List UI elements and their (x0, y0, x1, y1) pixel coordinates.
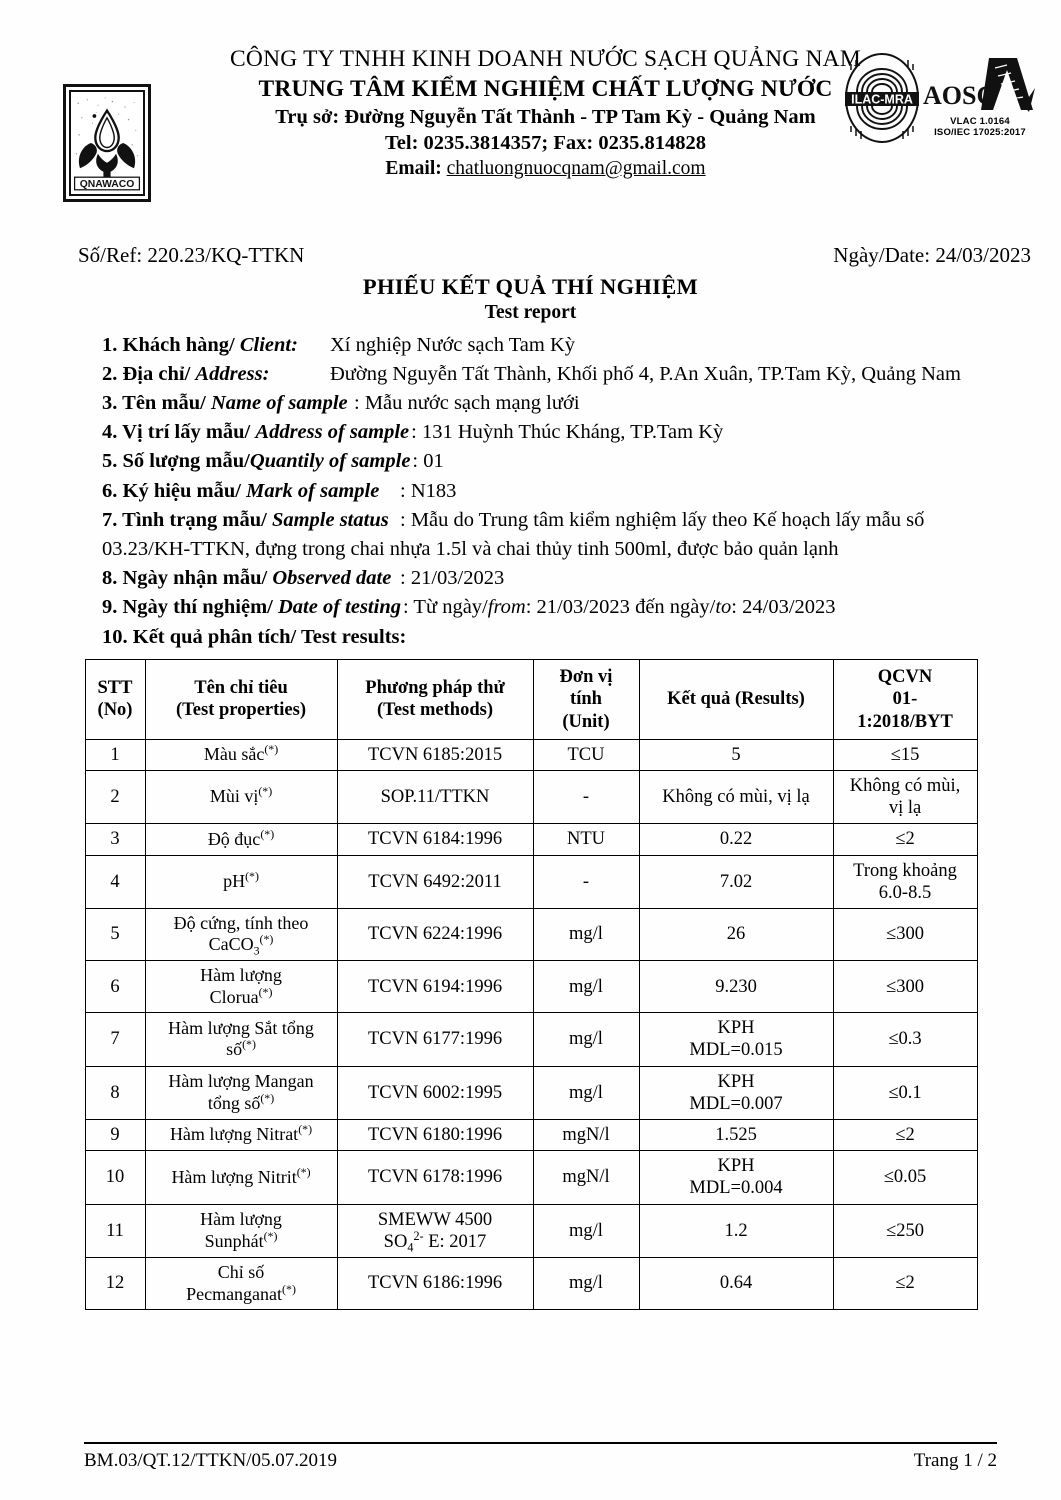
results-table-wrapper (85, 659, 977, 1310)
table-body (85, 739, 977, 1309)
cell-unit: - (533, 770, 639, 823)
table-row (85, 739, 977, 770)
info-value-status: : Mẫu do Trung tâm kiểm nghiệm lấy theo Kế hoạch lấy mẫu số (400, 508, 925, 531)
cell-test-method: TCVN 6180:1996 (337, 1120, 533, 1151)
footer-form-code: BM.03/QT.12/TTKN/05.07.2019 (84, 1450, 337, 1471)
info-label-vn: Địa chỉ/ (122, 363, 196, 386)
cell-qcvn: ≤300 (833, 908, 977, 960)
cell-test-method: TCVN 6186:1996 (337, 1257, 533, 1309)
cell-unit: mg/l (533, 961, 639, 1013)
cell-result: KPH MDL=0.015 (639, 1013, 833, 1066)
logo-inner-frame (69, 90, 145, 196)
info-no: 10. (102, 626, 128, 649)
header-qcvn-3: 1:2018/BYT (857, 711, 953, 732)
footer-page-number: Trang 1 / 2 (913, 1450, 997, 1471)
header-qcvn (833, 660, 977, 740)
cell-test-property: Hàm lượng Nitrat(*) (145, 1120, 337, 1151)
cell-stt: 2 (85, 770, 145, 823)
testing-to-italic: to (715, 595, 732, 618)
info-label-observed-date (102, 564, 398, 593)
cell-result: 0.22 (639, 824, 833, 855)
email-address[interactable]: chatluongnuocqnam@gmail.com (446, 157, 706, 179)
header-results-text: Kết quả (Results) (667, 689, 805, 710)
table-row (85, 824, 977, 855)
info-value-sample-address: : 131 Huỳnh Thúc Kháng, TP.Tam Kỳ (411, 421, 724, 444)
info-label-en: Address: (195, 363, 270, 386)
testing-to-prefix: đến ngày/ (629, 595, 716, 618)
cell-result: 26 (639, 908, 833, 960)
reference-number: Số/Ref: 220.23/KQ-TTKN (78, 243, 305, 267)
testing-from-prefix: : Từ ngày/ (402, 595, 488, 618)
cell-unit: mg/l (533, 1257, 639, 1309)
header-method-en: (Test methods) (377, 700, 493, 721)
header-test-methods (337, 660, 533, 740)
water-drop-hands-icon (71, 92, 143, 194)
cell-result: 0.64 (639, 1257, 833, 1309)
info-label-address (102, 360, 328, 389)
cell-test-property: Hàm lượng Sunphát(*) (145, 1204, 337, 1257)
cell-test-property: Độ đục(*) (145, 824, 337, 855)
aosc-icon (921, 54, 1039, 116)
cell-test-property: Màu sắc(*) (145, 739, 337, 770)
info-line-address (102, 360, 1031, 389)
cell-test-property: Hàm lượng Clorua(*) (145, 961, 337, 1013)
table-row (85, 770, 977, 823)
info-status-continuation: 03.23/KH-TTKN, đựng trong chai nhựa 1.5l và chai thủy tinh 500ml, được bảo quản lạnh (102, 537, 839, 560)
info-label-en: Sample status (271, 508, 389, 531)
svg-text:AOSC: AOSC (923, 81, 996, 110)
cell-qcvn: ≤15 (833, 739, 977, 770)
vlac-code: VLAC 1.0164 (950, 116, 1010, 127)
testing-from-date: : 21/03/2023 (525, 595, 630, 618)
document-footer (0, 1442, 1061, 1472)
cell-unit: mg/l (533, 908, 639, 960)
info-label-vn: Khách hàng/ (122, 334, 240, 356)
info-no: 4. (102, 421, 118, 444)
table-row (85, 1066, 977, 1119)
cell-stt: 1 (85, 739, 145, 770)
header-name-vn: Tên chỉ tiêu (194, 678, 288, 699)
info-label-testing-date (102, 593, 401, 622)
info-value-testing-date (401, 593, 836, 622)
cell-test-property: Hàm lượng Nitrit(*) (145, 1151, 337, 1204)
footer-divider (84, 1442, 997, 1444)
cell-test-method: TCVN 6177:1996 (337, 1013, 533, 1066)
svg-text:ILAC-MRA: ILAC-MRA (851, 92, 913, 107)
info-label-vn: Ngày nhận mẫu/ (122, 566, 273, 589)
header-unit-vn2: tính (570, 689, 602, 710)
cell-unit: - (533, 855, 639, 908)
accreditation-logos (843, 52, 1039, 164)
header-method-vn: Phương pháp thử (365, 678, 505, 699)
cell-qcvn: ≤0.1 (833, 1066, 977, 1119)
info-label-client (102, 331, 328, 360)
cell-unit: mgN/l (533, 1120, 639, 1151)
cell-test-method: TCVN 6194:1996 (337, 961, 533, 1013)
cell-stt: 6 (85, 961, 145, 1013)
info-line-status (102, 506, 1031, 535)
table-row (85, 855, 977, 908)
info-value-quantity: : 01 (412, 450, 444, 473)
info-line-test-results (102, 623, 1031, 652)
info-label-mark (102, 477, 398, 506)
table-row (85, 908, 977, 960)
info-value-address: Đường Nguyễn Tất Thành, Khối phố 4, P.An Xuân, TP.Tam Kỳ, Quảng Nam (330, 363, 961, 386)
info-label-vn: Số lượng mẫu/ (122, 450, 250, 473)
header-test-properties (145, 660, 337, 740)
center-name: TRUNG TÂM KIỂM NGHIỆM CHẤT LƯỢNG NƯỚC (258, 76, 833, 103)
aosc-logo-block (921, 52, 1039, 139)
cell-stt: 3 (85, 824, 145, 855)
info-value-client: Xí nghiệp Nước sạch Tam Kỳ (330, 334, 576, 356)
header-stt (85, 660, 145, 740)
cell-unit: mg/l (533, 1013, 639, 1066)
info-label-vn: Ngày thí nghiệm/ (122, 595, 278, 618)
info-label-vn: Vị trí lấy mẫu/ (122, 421, 256, 444)
info-no: 9. (102, 595, 118, 618)
info-no: 2. (102, 363, 118, 386)
cell-qcvn: ≤300 (833, 961, 977, 1013)
cell-unit: mgN/l (533, 1151, 639, 1204)
table-row (85, 961, 977, 1013)
cell-qcvn: ≤0.05 (833, 1151, 977, 1204)
test-results-table (85, 659, 978, 1310)
info-label-sample-name (102, 389, 352, 418)
header-qcvn-1: QCVN (877, 667, 933, 688)
header-name-en: (Test properties) (176, 700, 306, 721)
cell-result: Không có mùi, vị lạ (639, 770, 833, 823)
cell-qcvn: Không có mùi, vị lạ (833, 770, 977, 823)
cell-unit: mg/l (533, 1204, 639, 1257)
cell-result: KPH MDL=0.004 (639, 1151, 833, 1204)
info-no: 1. (102, 334, 118, 356)
cell-qcvn: ≤250 (833, 1204, 977, 1257)
table-row (85, 1013, 977, 1066)
info-line-sample-name (102, 389, 1031, 418)
cell-test-property: pH(*) (145, 855, 337, 908)
info-no: 5. (102, 450, 118, 473)
cell-test-property: Chỉ số Pecmanganat(*) (145, 1257, 337, 1309)
testing-from-italic: from (487, 595, 526, 618)
cell-stt: 9 (85, 1120, 145, 1151)
cell-test-method: SMEWW 4500 $SO_4^{2-}$ E: 2017 (337, 1204, 533, 1257)
cell-test-method: TCVN 6492:2011 (337, 855, 533, 908)
info-label-en: Mark of sample (246, 479, 380, 502)
info-value-observed-date: : 21/03/2023 (400, 566, 505, 589)
table-row (85, 1151, 977, 1204)
cell-stt: 4 (85, 855, 145, 908)
info-label-vn: Tình trạng mẫu/ (122, 508, 272, 531)
cell-unit: NTU (533, 824, 639, 855)
info-label-en: Test results (300, 626, 400, 649)
header-unit-vn1: Đơn vị (559, 667, 613, 688)
info-no: 7. (102, 508, 118, 531)
cell-test-property: Độ cứng, tính theo CaCO$_3$(*) (145, 908, 337, 960)
header-results (639, 660, 833, 740)
document-header (0, 0, 1061, 195)
page-subtitle: Test report (484, 302, 577, 323)
cell-stt: 10 (85, 1151, 145, 1204)
cell-stt: 11 (85, 1204, 145, 1257)
phone-fax: Tel: 0235.3814357; Fax: 0235.814828 (385, 132, 706, 155)
ilac-mra-icon (843, 52, 921, 144)
header-qcvn-2: 01- (892, 689, 918, 710)
cell-unit: TCU (533, 739, 639, 770)
info-label-en: Quantily of sample (249, 450, 411, 473)
testing-to-date: : 24/03/2023 (731, 595, 836, 618)
cell-result: 7.02 (639, 855, 833, 908)
info-no: 8. (102, 566, 118, 589)
company-name: CÔNG TY TNHH KINH DOANH NƯỚC SẠCH QUẢNG NAM (230, 46, 861, 72)
cell-test-method: TCVN 6178:1996 (337, 1151, 533, 1204)
info-label-en: Name of sample (211, 392, 348, 415)
info-label-colon: : (399, 626, 407, 649)
cell-test-property: Hàm lượng Sắt tổng số(*) (145, 1013, 337, 1066)
info-label-en: Address of sample (255, 421, 410, 444)
report-date: Ngày/Date: 24/03/2023 (833, 243, 1031, 267)
email-label: Email: (385, 157, 442, 179)
cell-stt: 7 (85, 1013, 145, 1066)
table-row (85, 1257, 977, 1309)
info-no: 3. (102, 392, 118, 415)
info-line-testing-date (102, 593, 1031, 622)
sample-info-block (0, 331, 1061, 652)
info-label-vn: Tên mẫu/ (122, 392, 211, 415)
info-label-sample-address (102, 418, 409, 447)
table-header-row (85, 660, 977, 740)
info-value-sample-name: : Mẫu nước sạch mạng lưới (354, 392, 580, 415)
info-label-en: Client: (239, 334, 298, 356)
header-unit (533, 660, 639, 740)
info-label-vn: Ký hiệu mẫu/ (122, 479, 247, 502)
info-line-quantity (102, 447, 1031, 476)
cell-result: 1.525 (639, 1120, 833, 1151)
page-title: PHIẾU KẾT QUẢ THÍ NGHIỆM (362, 274, 699, 299)
info-label-quantity (102, 447, 410, 476)
report-title-block (0, 274, 1061, 324)
cell-test-method: SOP.11/TTKN (337, 770, 533, 823)
info-label-en: Date of testing (277, 595, 401, 618)
cell-unit: mg/l (533, 1066, 639, 1119)
info-value-mark: : N183 (400, 479, 457, 502)
header-stt-vn: STT (97, 678, 133, 699)
footer-row (84, 1450, 997, 1472)
cell-test-method: TCVN 6184:1996 (337, 824, 533, 855)
table-row (85, 1204, 977, 1257)
cell-qcvn: ≤0.3 (833, 1013, 977, 1066)
logo-wordmark: QNAWACO (79, 179, 135, 191)
cell-test-method: TCVN 6185:2015 (337, 739, 533, 770)
header-stt-en: (No) (97, 700, 133, 721)
info-line-sample-address (102, 418, 1031, 447)
cell-stt: 12 (85, 1257, 145, 1309)
office-address: Trụ sở: Đường Nguyễn Tất Thành - TP Tam Kỳ - Quảng Nam (275, 106, 816, 129)
logo-outer-frame (63, 84, 151, 202)
cell-test-method: TCVN 6224:1996 (337, 908, 533, 960)
cell-qcvn: ≤2 (833, 1257, 977, 1309)
cell-test-property: Mùi vị(*) (145, 770, 337, 823)
cell-qcvn: ≤2 (833, 1120, 977, 1151)
cell-test-method: TCVN 6002:1995 (337, 1066, 533, 1119)
header-unit-en: (Unit) (562, 711, 610, 732)
info-label-en: Observed date (272, 566, 392, 589)
info-line-client (102, 331, 1031, 360)
cell-result: 5 (639, 739, 833, 770)
info-no: 6. (102, 479, 118, 502)
cell-result: 9.230 (639, 961, 833, 1013)
info-line-mark (102, 477, 1031, 506)
info-label-vn: Kết quả phân tích/ (132, 626, 301, 649)
reference-row (0, 243, 1061, 268)
cell-qcvn: ≤2 (833, 824, 977, 855)
table-row (85, 1120, 977, 1151)
qnawaco-logo (63, 84, 151, 202)
cell-result: 1.2 (639, 1204, 833, 1257)
iso-standard: ISO/IEC 17025:2017 (934, 126, 1026, 138)
cell-stt: 8 (85, 1066, 145, 1119)
cell-test-property: Hàm lượng Mangan tổng số(*) (145, 1066, 337, 1119)
info-line-observed-date (102, 564, 1031, 593)
cell-qcvn: Trong khoảng 6.0-8.5 (833, 855, 977, 908)
cell-result: KPH MDL=0.007 (639, 1066, 833, 1119)
cell-stt: 5 (85, 908, 145, 960)
info-label-status (102, 506, 398, 535)
